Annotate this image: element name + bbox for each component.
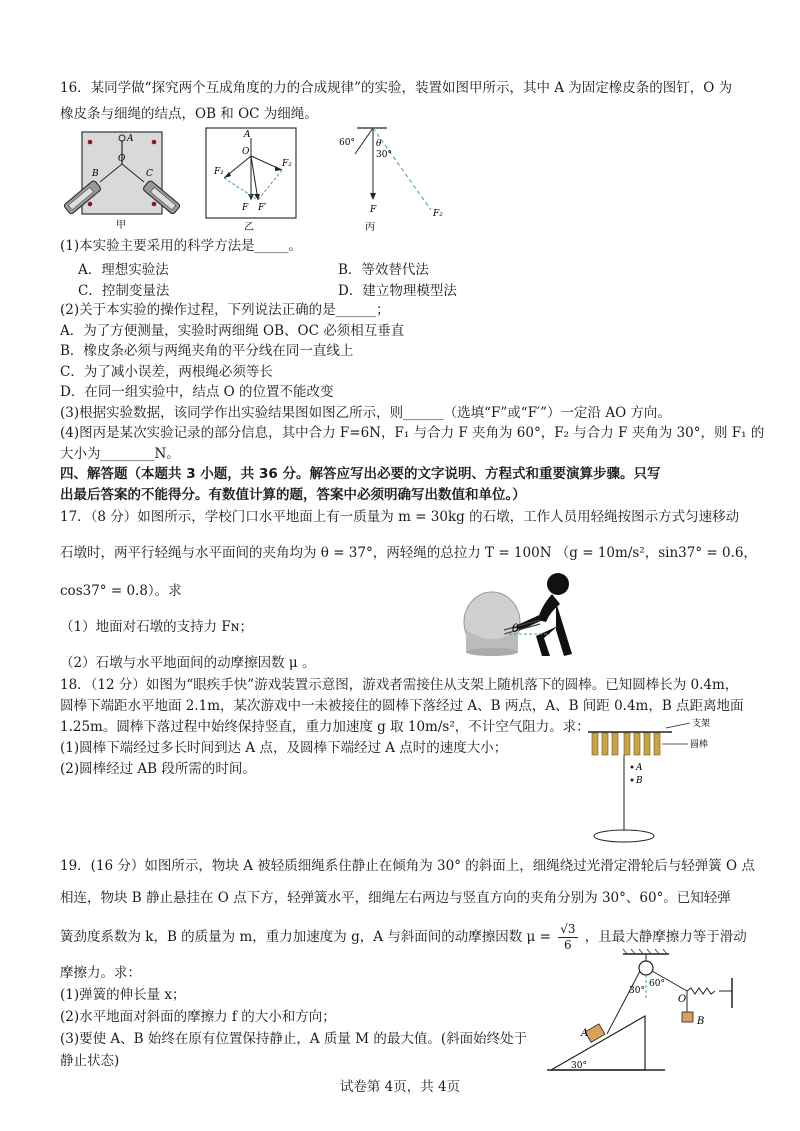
bing-label-60: 60° [339, 138, 355, 148]
q18-line1: 18．（12 分）如图为“眼疾手快”游戏装置示意图，游戏者需接住从支架上随机落下的圆棒。已知圆棒长为 0.4m， [60, 677, 739, 693]
section4-line2: 出最后答案的不能得分。有数值计算的题，答案中必须明确写出数值和单位。） [60, 487, 526, 503]
q19-line3-part2: ，且最大静摩擦力等于滑动 [584, 929, 747, 945]
section4-line1: 四、解答题（本题共 3 小题，共 36 分。解答应写出必要的文字说明、方程式和重要演算步骤。只写 [60, 466, 661, 482]
jia-caption: 甲 [116, 220, 126, 230]
q17-figure [460, 568, 585, 663]
q18-figure [580, 718, 720, 846]
q16-figure-jia [60, 130, 185, 230]
q18-fig-a: A [636, 763, 643, 773]
q16-p1-option-a: A．理想实验法 [78, 262, 169, 278]
q19-fig-60: 60° [649, 979, 665, 989]
yi-label-f1: F₁ [214, 167, 224, 177]
q17-sub2: （2）石墩与水平地面间的动摩擦因数 μ 。 [60, 655, 316, 671]
q19-mu-denominator: 6 [564, 938, 572, 952]
q19-line3-part1: 簧劲度系数为 k，B 的质量为 m，重力加速度为 g，A 与斜面间的动摩擦因数 μ = [60, 929, 551, 945]
q16-part4-line1: (4)图丙是某次实验记录的部分信息，其中合力 F=6N，F₁ 与合力 F 夹角为 60°，F₂ 与合力 F 夹角为 30°，则 F₁ 的 [60, 425, 765, 441]
q18-sub1: (1)圆棒下端经过多长时间到达 A 点，及圆棒下端经过 A 点时的速度大小； [60, 740, 508, 756]
q16-p2-option-c: C．为了减小误差，两根绳必须等长 [60, 363, 273, 380]
q19-sub3-line1: (3)要使 A、B 始终在原有位置保持静止，A 质量 M 的最大值。(斜面始终处于 [60, 1031, 528, 1047]
jia-label-o: O [118, 154, 126, 164]
bing-label-theta: θ [376, 139, 382, 149]
q17-stem [60, 507, 757, 673]
jia-label-c: C [146, 169, 153, 179]
bing-label-f: F [370, 205, 377, 215]
q18-sub2: (2)圆棒经过 AB 段所需的时间。 [60, 761, 256, 777]
q16-figure-yi [202, 124, 302, 232]
section4-heading [60, 464, 660, 506]
q16-p2-option-b: B．橡皮条必须与两绳夹角的平分线在同一直线上 [60, 343, 354, 359]
q16-p2-option-a: A．为了方便测量，实验时两细绳 OB、OC 必须相互垂直 [60, 322, 405, 339]
yi-label-f2: F₂ [282, 159, 292, 169]
q19-fig-o: O [678, 994, 687, 1005]
q19-sub1: (1)弹簧的伸长量 x； [60, 987, 186, 1003]
q19-fig-base30: 30° [571, 1061, 587, 1071]
q16-figure-bing [335, 124, 455, 232]
q19-mu-numerator: √3 [560, 922, 576, 936]
q16-part2-text: (2)关于本实验的操作过程，下列说法正确的是______； [60, 302, 390, 318]
jia-label-b: B [92, 169, 99, 179]
q18-fig-zhijia: 支架 [692, 719, 711, 729]
page-footer: 试卷第 4页，共 4页 [339, 1079, 461, 1095]
q17-sub1: （1）地面对石墩的支持力 Fɴ； [60, 619, 253, 635]
q19-fig-30: 30° [629, 986, 645, 996]
yi-label-a: A [244, 130, 251, 140]
yi-label-f: F [242, 203, 249, 213]
q16-part3-text: (3)根据实验数据，该同学作出实验结果图如图乙所示，则______（选填“F”或“F′”）一定沿 AO 方向。 [60, 404, 671, 421]
q16-p1-option-d: D．建立物理模型法 [338, 283, 457, 299]
q17-fig-theta: θ [512, 622, 519, 635]
q19-figure [545, 948, 740, 1080]
q17-line2: 石墩时，两平行轻绳与水平面间的夹角均为 θ = 37°，两轻绳的总拉力 T = 100N （g = 10m/s²，sin37° = 0.6， [60, 545, 757, 561]
yi-label-o: O [242, 147, 250, 157]
q16-intro-line2: 橡皮条与细绳的结点，OB 和 OC 为细绳。 [60, 106, 318, 122]
jia-label-a: A [127, 134, 134, 144]
q16-stem [60, 78, 732, 124]
q16-intro-line1: 16．某同学做“探究两个互成角度的力的合成规律”的实验，装置如图甲所示，其中 A 为固定橡皮条的图钉，O 为 [60, 80, 733, 96]
yi-caption: 乙 [244, 222, 254, 232]
q19-line2: 相连，物块 B 静止悬挂在 O 点下方，轻弹簧水平，细绳左右两边与竖直方向的夹角分别为 30°、60°。已知轻弹 [60, 890, 731, 906]
bing-label-f2: F₂ [433, 209, 443, 219]
bing-caption: 丙 [365, 222, 375, 232]
q18-line3: 1.25m。圆棒下落过程中始终保持竖直，重力加速度 g 取 10m/s²，不计空气阻力。求： [60, 719, 590, 735]
q16-part4-line2: 大小为________N。 [60, 445, 180, 462]
q17-line1: 17．（8 分）如图所示，学校门口水平地面上有一质量为 m = 30kg 的石墩，工作人员用轻绳按图示方式匀速移动 [60, 509, 740, 525]
q16-p1-option-c: C．控制变量法 [78, 283, 170, 299]
q16-part1 [60, 236, 302, 256]
q16-part1-text: (1)本实验主要采用的科学方法是_____。 [60, 238, 302, 254]
q16-part2 [60, 300, 764, 464]
q19-line1: 19．(16 分）如图所示，物块 A 被轻质细绳系住静止在倾角为 30° 的斜面上，细绳绕过光滑定滑轮后与轻弹簧 O 点 [60, 858, 755, 874]
q19-line4: 摩擦力。求： [60, 965, 141, 981]
q18-line2: 圆棒下端距水平地面 2.1m，某次游戏中一未被接住的圆棒下落经过 A、B 两点，A、B 间距 0.4m，B 点距离地面 [60, 698, 744, 714]
q19-fig-b: B [697, 1016, 705, 1027]
q18-fig-yuanbang: 圆棒 [690, 740, 709, 750]
q18-fig-b: B [636, 776, 643, 786]
bing-label-30: 30° [376, 150, 392, 160]
q16-p2-option-d: D．在同一组实验中，结点 O 的位置不能改变 [60, 384, 334, 400]
q19-sub2: (2)水平地面对斜面的摩擦力 f 的大小和方向； [60, 1009, 336, 1025]
q17-line3: cos37° = 0.8）。求 [60, 583, 182, 599]
q19-sub3-line2: 静止状态) [60, 1053, 120, 1069]
q19-fig-a: A [581, 1028, 589, 1039]
q16-p1-option-b: B．等效替代法 [338, 262, 429, 278]
yi-label-fp: F′ [258, 203, 267, 213]
